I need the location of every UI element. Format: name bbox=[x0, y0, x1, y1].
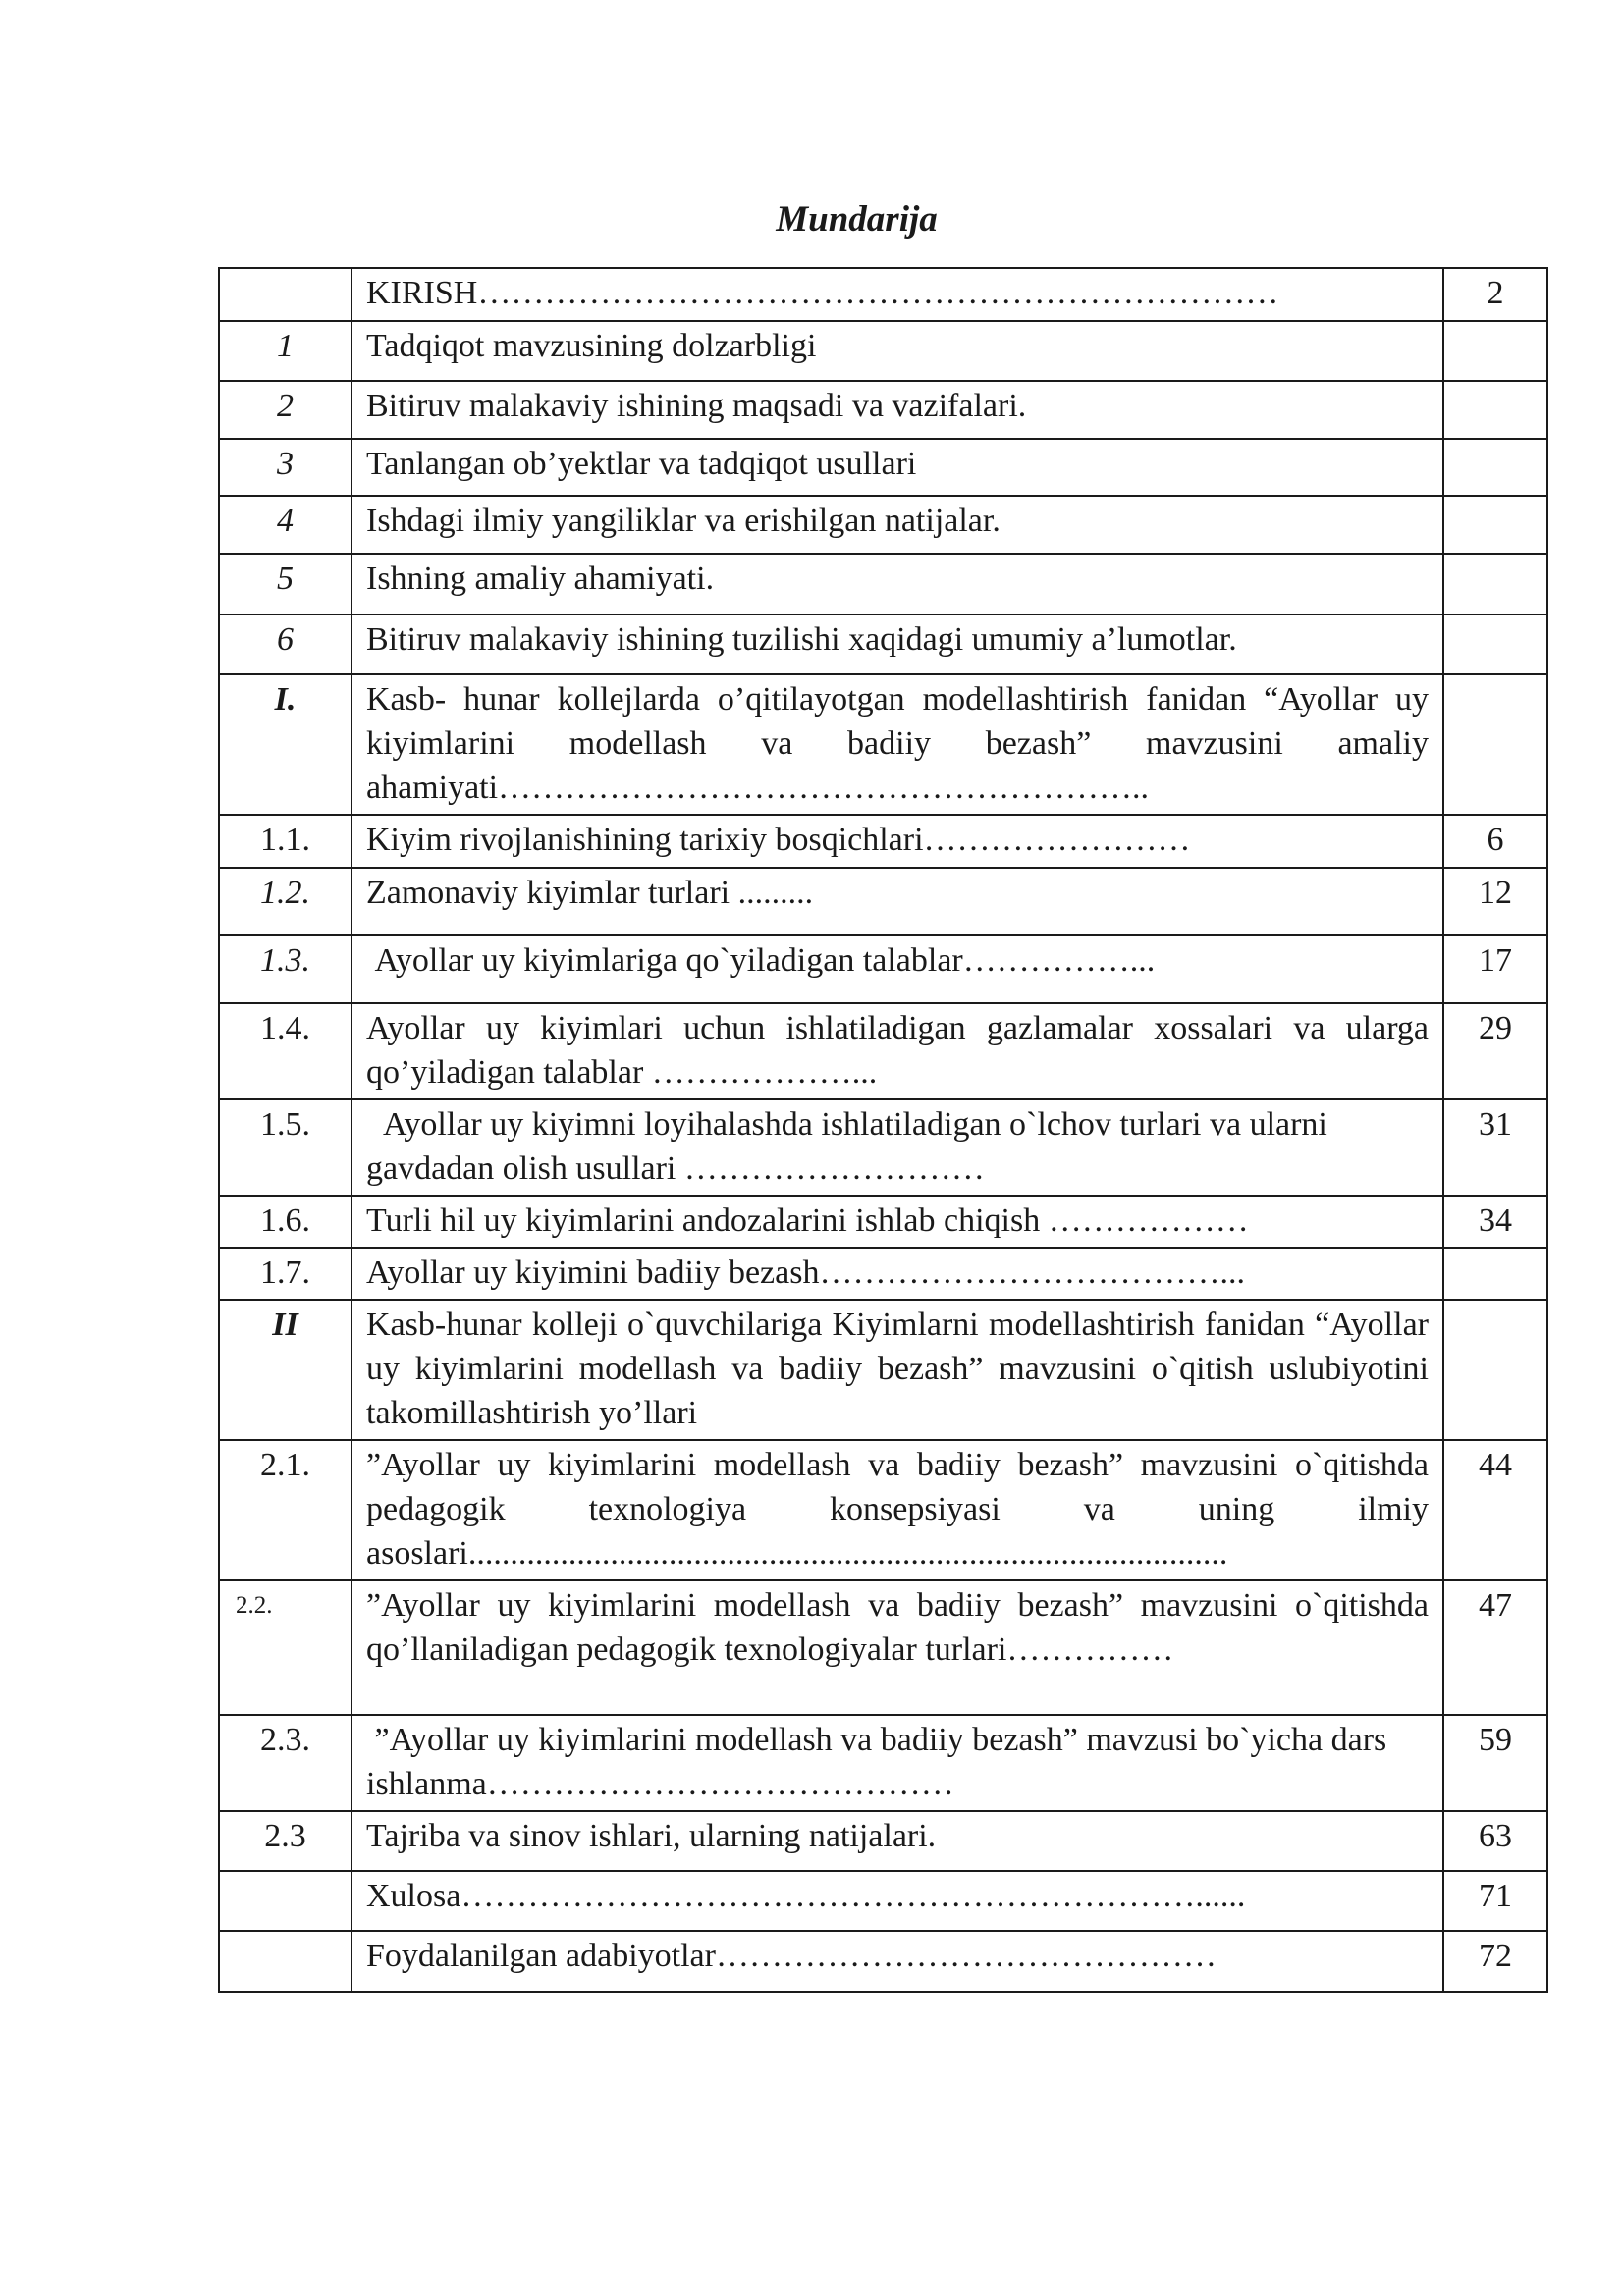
toc-page-number: 44 bbox=[1443, 1440, 1547, 1580]
toc-row bbox=[219, 614, 1547, 674]
toc-section-title: Ayollar uy kiyimni loyihalashda ishlatiladigan o`lchov turlari va ularni gavdadan olish usullari ……………………… bbox=[352, 1099, 1443, 1196]
toc-row bbox=[219, 268, 1547, 321]
toc-section-title: Ishning amaliy ahamiyati. bbox=[352, 554, 1443, 614]
toc-page-number: 59 bbox=[1443, 1715, 1547, 1811]
toc-row bbox=[219, 439, 1547, 496]
toc-section-title: Foydalanilgan adabiyotlar……………………………………… bbox=[352, 1931, 1443, 1992]
toc-row bbox=[219, 1871, 1547, 1931]
toc-page-number bbox=[1443, 496, 1547, 554]
toc-section-title: Ayollar uy kiyimlariga qo`yiladigan talablar……………... bbox=[352, 935, 1443, 1003]
toc-page-number: 71 bbox=[1443, 1871, 1547, 1931]
toc-page-number: 47 bbox=[1443, 1580, 1547, 1715]
toc-section-number: 1.7. bbox=[219, 1248, 352, 1300]
toc-row bbox=[219, 935, 1547, 1003]
toc-page-number: 12 bbox=[1443, 868, 1547, 935]
toc-section-title: KIRISH……………………………………………………………… bbox=[352, 268, 1443, 321]
toc-section-number: 1.6. bbox=[219, 1196, 352, 1248]
toc-section-title: Kiyim rivojlanishining tarixiy bosqichlari…………………… bbox=[352, 815, 1443, 868]
toc-page-number bbox=[1443, 674, 1547, 815]
toc-page-number: 34 bbox=[1443, 1196, 1547, 1248]
toc-page-number: 29 bbox=[1443, 1003, 1547, 1099]
toc-row bbox=[219, 1715, 1547, 1811]
toc-section-number: 2.2. bbox=[219, 1580, 352, 1715]
toc-section-title: Bitiruv malakaviy ishining maqsadi va vazifalari. bbox=[352, 381, 1443, 439]
toc-section-title: Ayollar uy kiyimini badiiy bezash………………………………... bbox=[352, 1248, 1443, 1300]
toc-section-title: Bitiruv malakaviy ishining tuzilishi xaqidagi umumiy a’lumotlar. bbox=[352, 614, 1443, 674]
toc-page-number: 31 bbox=[1443, 1099, 1547, 1196]
toc-page-number: 63 bbox=[1443, 1811, 1547, 1871]
toc-section-number: 1.3. bbox=[219, 935, 352, 1003]
toc-section-number bbox=[219, 1871, 352, 1931]
toc-section-title: ”Ayollar uy kiyimlarini modellash va badiiy bezash” mavzusini o`qitishda pedagogik texnologiya konsepsiyasi va uning ilmiy asoslari........................................................................................... bbox=[352, 1440, 1443, 1580]
toc-body bbox=[219, 268, 1547, 1992]
toc-section-number: 1 bbox=[219, 321, 352, 381]
toc-section-number: 1.2. bbox=[219, 868, 352, 935]
toc-row bbox=[219, 321, 1547, 381]
toc-page-number bbox=[1443, 554, 1547, 614]
toc-row bbox=[219, 1580, 1547, 1715]
toc-row bbox=[219, 1811, 1547, 1871]
toc-section-title: Tadqiqot mavzusining dolzarbligi bbox=[352, 321, 1443, 381]
toc-section-number: II bbox=[219, 1300, 352, 1440]
toc-section-title: Xulosa…………………………………………………………...... bbox=[352, 1871, 1443, 1931]
toc-row bbox=[219, 1099, 1547, 1196]
toc-section-title: Kasb-hunar kolleji o`quvchilariga Kiyimlarni modellashtirish fanidan “Ayollar uy kiyimlarini modellash va badiiy bezash” mavzusini o`qitish uslubiyotini takomillashtirish yo’llari bbox=[352, 1300, 1443, 1440]
toc-row bbox=[219, 1003, 1547, 1099]
toc-page-number bbox=[1443, 1248, 1547, 1300]
toc-section-number: 1.5. bbox=[219, 1099, 352, 1196]
toc-row bbox=[219, 1248, 1547, 1300]
toc-row bbox=[219, 1300, 1547, 1440]
toc-row bbox=[219, 815, 1547, 868]
toc-section-number: 2.1. bbox=[219, 1440, 352, 1580]
toc-page-number bbox=[1443, 614, 1547, 674]
toc-section-number: 5 bbox=[219, 554, 352, 614]
toc-page-number bbox=[1443, 381, 1547, 439]
toc-row bbox=[219, 496, 1547, 554]
toc-section-title: Zamonaviy kiyimlar turlari ......... bbox=[352, 868, 1443, 935]
toc-row bbox=[219, 1440, 1547, 1580]
toc-row bbox=[219, 674, 1547, 815]
toc-section-title: Tajriba va sinov ishlari, ularning natijalari. bbox=[352, 1811, 1443, 1871]
toc-section-number: 4 bbox=[219, 496, 352, 554]
toc-section-number: 3 bbox=[219, 439, 352, 496]
toc-section-number: 1.1. bbox=[219, 815, 352, 868]
toc-row bbox=[219, 1931, 1547, 1992]
toc-section-number: I. bbox=[219, 674, 352, 815]
page-title: Mundarija bbox=[776, 199, 938, 240]
toc-page-number bbox=[1443, 1300, 1547, 1440]
toc-page-number bbox=[1443, 439, 1547, 496]
toc-page-number: 72 bbox=[1443, 1931, 1547, 1992]
toc-section-number: 2 bbox=[219, 381, 352, 439]
toc-section-title: Kasb- hunar kollejlarda o’qitilayotgan modellashtirish fanidan “Ayollar uy kiyimlarini modellash va badiiy bezash” mavzusini amaliy ahamiyati………………………………………………….. bbox=[352, 674, 1443, 815]
toc-section-title: Ayollar uy kiyimlari uchun ishlatiladigan gazlamalar xossalari va ularga qo’yiladigan talablar ………………... bbox=[352, 1003, 1443, 1099]
toc-section-title: Turli hil uy kiyimlarini andozalarini ishlab chiqish ……………… bbox=[352, 1196, 1443, 1248]
toc-page-number bbox=[1443, 321, 1547, 381]
toc-row bbox=[219, 1196, 1547, 1248]
toc-page-number: 2 bbox=[1443, 268, 1547, 321]
toc-section-title: ”Ayollar uy kiyimlarini modellash va badiiy bezash” mavzusi bo`yicha dars ishlanma…………………………………… bbox=[352, 1715, 1443, 1811]
toc-section-title: ”Ayollar uy kiyimlarini modellash va badiiy bezash” mavzusini o`qitishda qo’llaniladigan pedagogik texnologiyalar turlari…………… bbox=[352, 1580, 1443, 1715]
toc-section-number bbox=[219, 268, 352, 321]
toc-section-number bbox=[219, 1931, 352, 1992]
toc-page-number: 6 bbox=[1443, 815, 1547, 868]
toc-section-number: 1.4. bbox=[219, 1003, 352, 1099]
toc-section-number: 2.3. bbox=[219, 1715, 352, 1811]
toc-row bbox=[219, 554, 1547, 614]
toc-section-title: Tanlangan ob’yektlar va tadqiqot usullari bbox=[352, 439, 1443, 496]
toc-section-title: Ishdagi ilmiy yangiliklar va erishilgan natijalar. bbox=[352, 496, 1443, 554]
toc-row bbox=[219, 381, 1547, 439]
toc-page-number: 17 bbox=[1443, 935, 1547, 1003]
toc-section-number: 6 bbox=[219, 614, 352, 674]
toc-row bbox=[219, 868, 1547, 935]
toc-section-number: 2.3 bbox=[219, 1811, 352, 1871]
table-of-contents bbox=[218, 267, 1548, 1993]
